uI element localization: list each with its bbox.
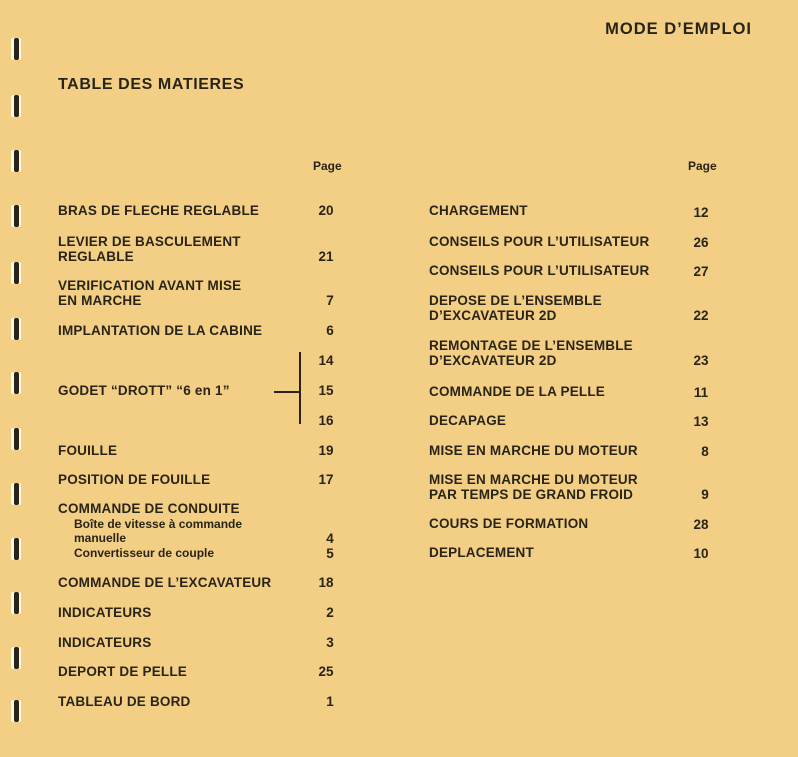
toc-entry-title[interactable] (429, 203, 528, 218)
toc-entry-page: 12 (693, 205, 709, 220)
toc-entry-page: 9 (701, 487, 709, 502)
toc-entry-page: 20 (318, 203, 334, 218)
toc-entry-page: 26 (693, 235, 709, 250)
toc-entry-title[interactable] (429, 516, 588, 531)
toc-entry-title[interactable] (429, 293, 602, 323)
toc-entry-title[interactable] (58, 383, 230, 398)
toc-entry-page: 10 (693, 546, 709, 561)
toc-entry-page: 27 (693, 264, 709, 279)
toc-entry-line: D’EXCAVATEUR 2D (429, 308, 557, 323)
toc-entry-title[interactable] (58, 501, 240, 516)
toc-entry-title[interactable] (58, 278, 241, 308)
toc-entry-line: REMONTAGE DE L’ENSEMBLE (429, 338, 633, 353)
toc-entry-title[interactable] (429, 413, 506, 428)
toc-entry-page: 2 (326, 605, 334, 620)
binding-hole (14, 38, 19, 60)
toc-entry-page: 23 (693, 353, 709, 368)
toc-entry-title[interactable] (58, 664, 187, 679)
binding-hole (14, 205, 19, 227)
toc-entry-line: CHARGEMENT (429, 203, 528, 218)
toc-entry-page: 21 (318, 249, 334, 264)
toc-entry-page: 16 (318, 413, 334, 428)
toc-entry-page: 19 (318, 443, 334, 458)
header-title: MODE D’EMPLOI (605, 20, 752, 38)
binding-hole (14, 262, 19, 284)
toc-entry-title[interactable] (58, 694, 191, 709)
toc-entry-page: 17 (318, 472, 334, 487)
toc-entry-line: D’EXCAVATEUR 2D (429, 353, 557, 368)
toc-entry-line: EN MARCHE (58, 293, 142, 308)
toc-entry-page: 8 (701, 444, 709, 459)
toc-entry-page: 6 (326, 323, 334, 338)
toc-entry-page: 11 (693, 385, 709, 400)
toc-entry-line: INDICATEURS (58, 605, 152, 620)
toc-subentry-line: Boîte de vitesse à commande (74, 517, 243, 531)
toc-entry-line: BRAS DE FLECHE REGLABLE (58, 203, 260, 218)
toc-entry-title[interactable] (58, 443, 117, 458)
toc-entry-title[interactable] (429, 384, 605, 399)
toc-entry-page: 14 (318, 353, 334, 368)
binding-hole (14, 700, 19, 722)
toc-entry-page: 5 (326, 546, 334, 561)
toc-entry-title[interactable] (58, 635, 151, 650)
binding-hole (14, 428, 19, 450)
toc-entry-line: DEPOSE DE L’ENSEMBLE (429, 293, 602, 308)
toc-entry-page: 13 (693, 414, 709, 429)
toc-entry-line: CONSEILS POUR L’UTILISATEUR (429, 263, 650, 278)
toc-entry-title[interactable] (429, 545, 534, 560)
toc-entry-line: VERIFICATION AVANT MISE (58, 278, 242, 293)
left-page-header: Page (313, 159, 342, 173)
toc-entry-title[interactable] (58, 234, 241, 264)
toc-entry-title[interactable] (58, 203, 259, 218)
toc-entry-page: 1 (326, 694, 334, 709)
toc-entry-line: PAR TEMPS DE GRAND FROID (429, 487, 634, 502)
toc-entry-line: COURS DE FORMATION (429, 516, 589, 531)
toc-entry-line: REGLABLE (58, 249, 134, 264)
toc-entry-title[interactable] (58, 472, 210, 487)
binding-hole (14, 538, 19, 560)
bracket-line (274, 391, 301, 393)
toc-entry-page: 28 (693, 517, 709, 532)
toc-entry-line: GODET “DROTT” “6 en 1” (58, 383, 230, 398)
toc-entry-title[interactable] (58, 323, 262, 338)
toc-entry-title[interactable] (58, 575, 271, 590)
toc-entry-line: FOUILLE (58, 443, 118, 458)
toc-entry-title[interactable] (58, 605, 151, 620)
toc-entry-line: IMPLANTATION DE LA CABINE (58, 323, 263, 338)
toc-entry-page: 22 (693, 308, 709, 323)
right-page-header: Page (688, 159, 717, 173)
toc-entry-line: DECAPAGE (429, 413, 507, 428)
toc-entry-page: 15 (318, 383, 334, 398)
toc-entry-line: COMMANDE DE CONDUITE (58, 501, 240, 516)
binding-hole (14, 483, 19, 505)
toc-title: TABLE DES MATIERES (58, 76, 245, 93)
toc-entry-line: INDICATEURS (58, 635, 152, 650)
toc-entry-title[interactable] (429, 443, 638, 458)
toc-entry-line: MISE EN MARCHE DU MOTEUR (429, 443, 638, 458)
toc-entry-page: 4 (326, 531, 334, 546)
binding-hole (14, 318, 19, 340)
toc-entry-line: COMMANDE DE L’EXCAVATEUR (58, 575, 272, 590)
toc-entry-line: LEVIER DE BASCULEMENT (58, 234, 241, 249)
toc-entry-line: CONSEILS POUR L’UTILISATEUR (429, 234, 650, 249)
binding-hole (14, 647, 19, 669)
toc-entry-line: COMMANDE DE LA PELLE (429, 384, 605, 399)
toc-entry-title[interactable] (429, 472, 638, 502)
bracket-line (299, 352, 301, 424)
toc-entry-page: 7 (326, 293, 334, 308)
toc-entry-page: 18 (318, 575, 334, 590)
toc-entry-page: 3 (326, 635, 334, 650)
binding-hole (14, 592, 19, 614)
toc-subentry[interactable] (74, 517, 242, 545)
toc-entry-line: TABLEAU DE BORD (58, 694, 191, 709)
binding-hole (14, 95, 19, 117)
toc-subentry-line: Convertisseur de couple (74, 546, 215, 560)
toc-entry-line: DEPLACEMENT (429, 545, 534, 560)
binding-hole (14, 372, 19, 394)
toc-entry-page: 25 (318, 664, 334, 679)
toc-subentry-line: manuelle (74, 531, 127, 545)
toc-entry-title[interactable] (429, 263, 649, 278)
toc-entry-line: MISE EN MARCHE DU MOTEUR (429, 472, 638, 487)
toc-entry-title[interactable] (429, 338, 633, 368)
toc-entry-title[interactable] (429, 234, 649, 249)
toc-subentry[interactable] (74, 546, 214, 560)
binding-hole (14, 150, 19, 172)
toc-entry-line: DEPORT DE PELLE (58, 664, 188, 679)
toc-entry-line: POSITION DE FOUILLE (58, 472, 211, 487)
